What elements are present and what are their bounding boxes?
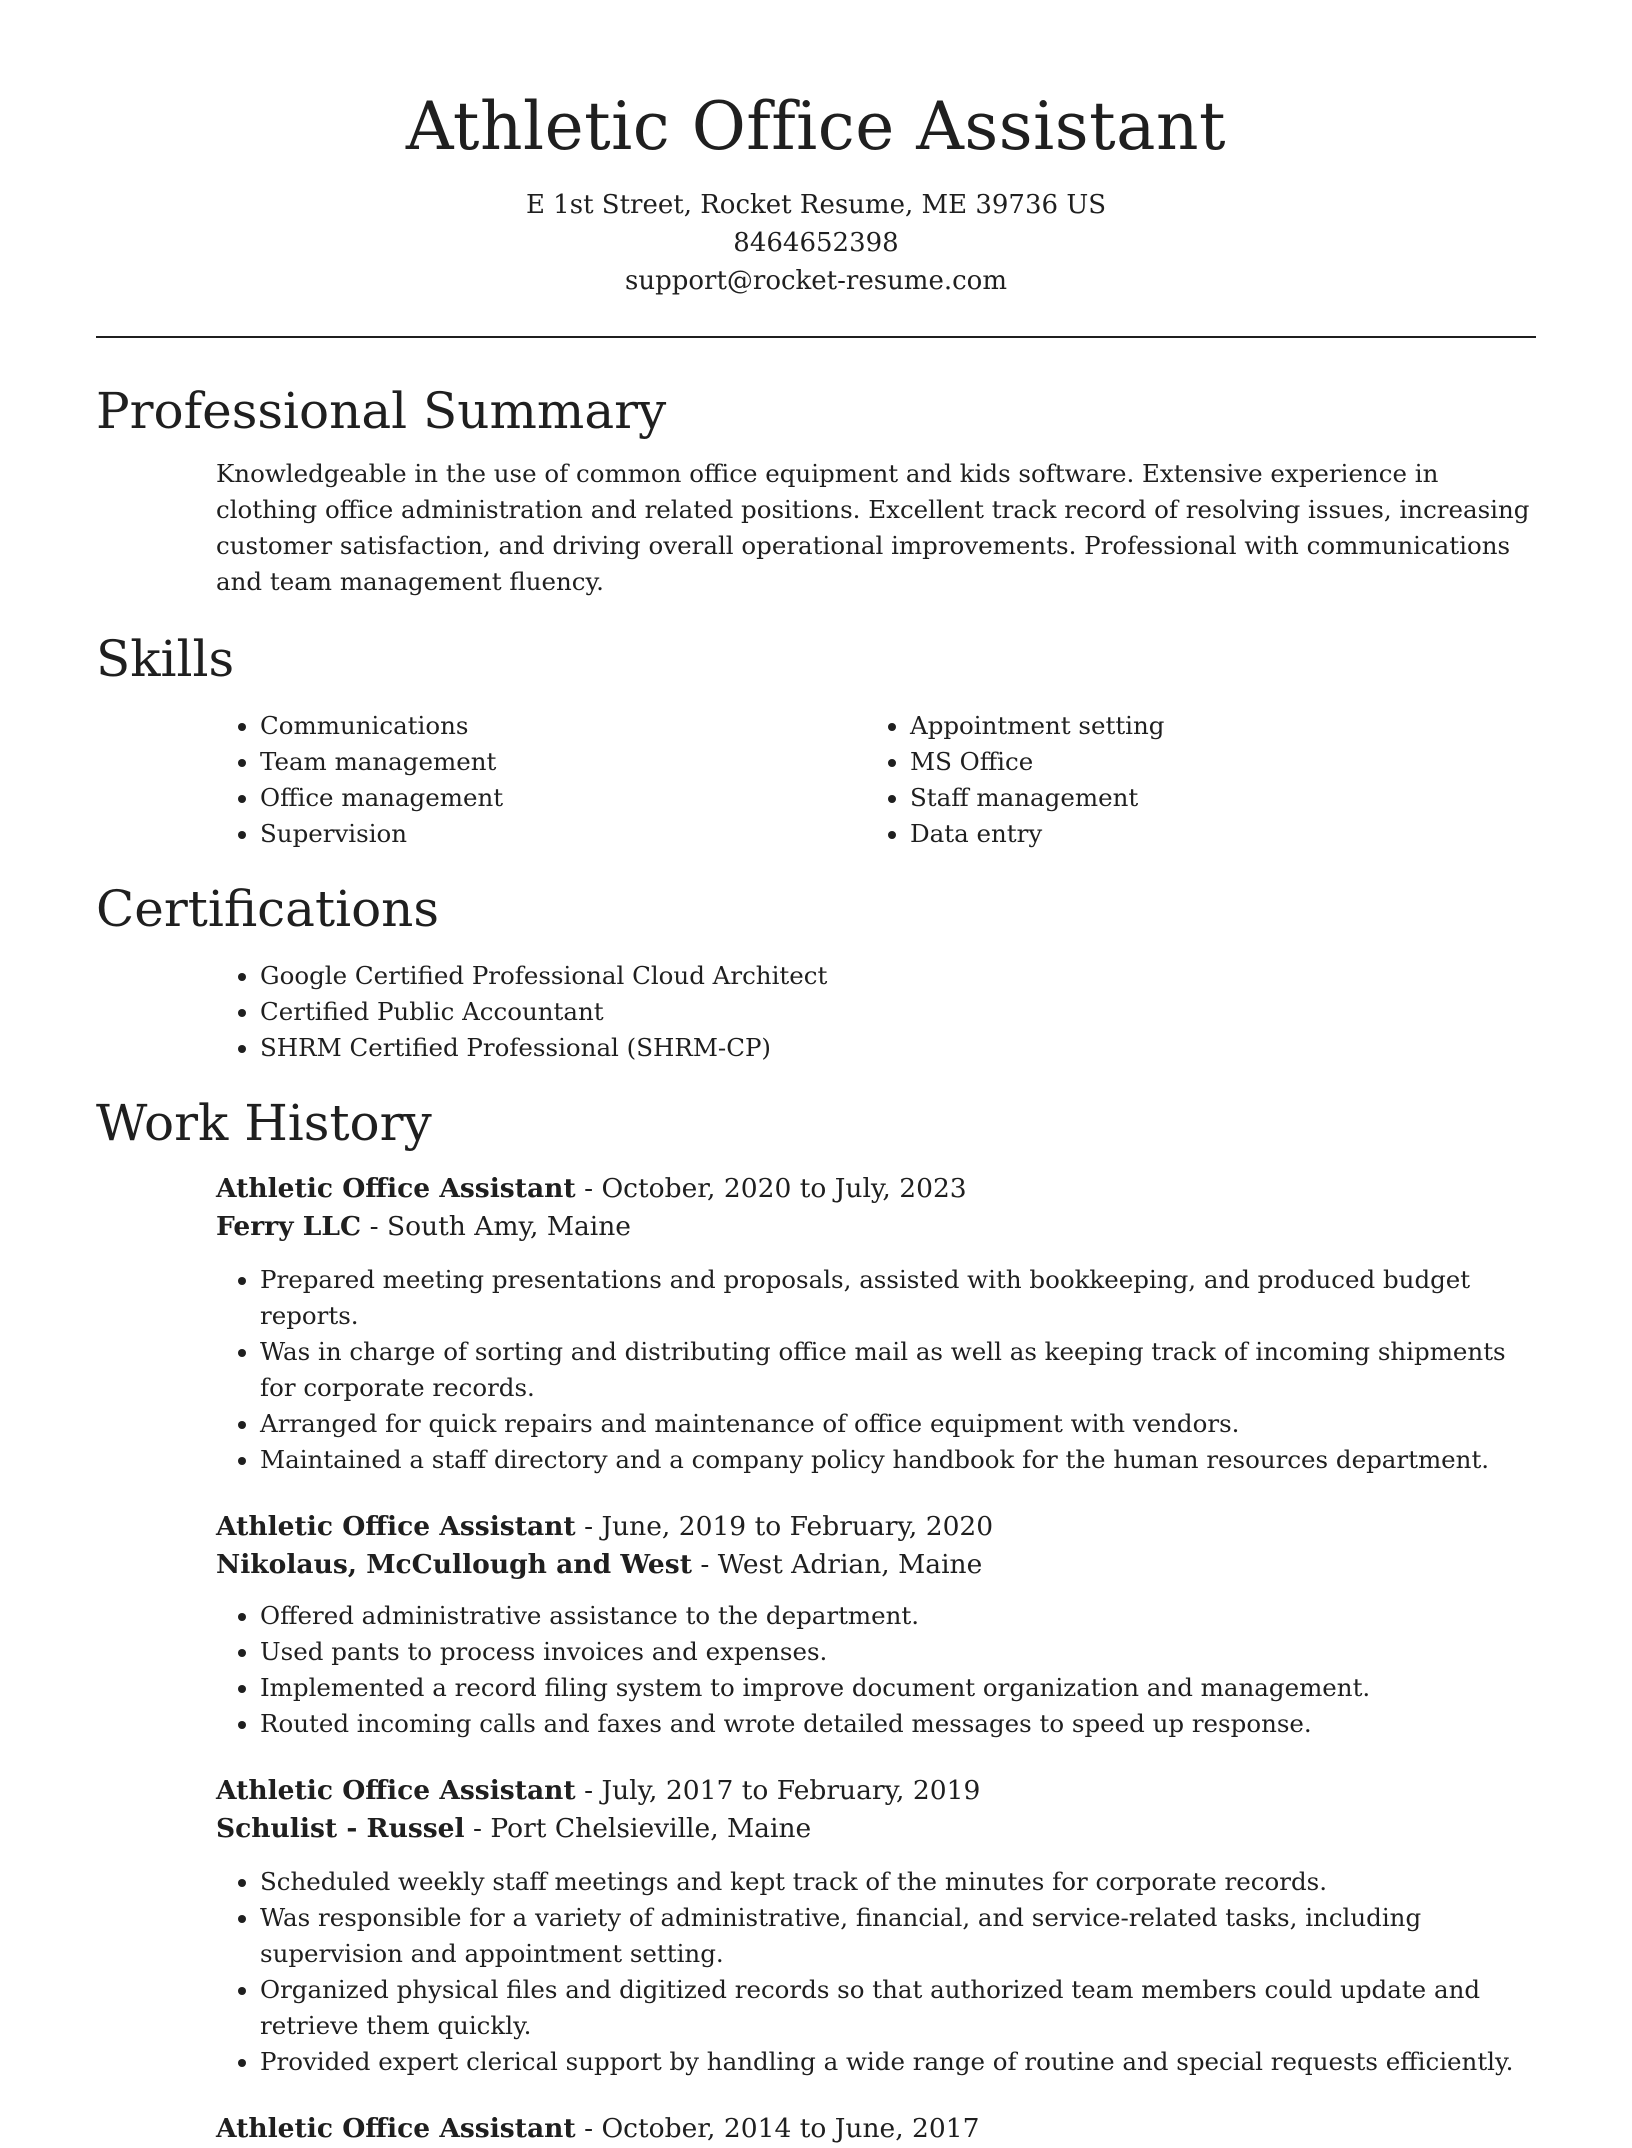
phone: 8464652398 — [733, 228, 899, 258]
header-divider — [96, 336, 1536, 338]
resume-header — [96, 0, 1536, 300]
skill-item: • Team management — [260, 744, 866, 780]
skill-item: • Communications — [260, 708, 866, 744]
section-title-summary: Professional Summary — [96, 382, 667, 440]
job-bullet: • Implemented a record filing system to improve document organization and management. — [260, 1670, 1536, 1706]
job-bullet: • Prepared meeting presentations and proposals, assisted with bookkeeping, and produced budget reports. — [260, 1262, 1536, 1334]
resume-page — [96, 0, 1536, 2148]
job-employer-line — [216, 1810, 1536, 1848]
job-dates: - October, 2014 to June, 2017 — [575, 2113, 980, 2144]
job-bullet: • Maintained a staff directory and a company policy handbook for the human resources department. — [260, 1442, 1536, 1478]
job-employer: Schulist - Russel — [216, 1813, 465, 1844]
job-bullet: • Organized physical files and digitized records so that authorized team members could update and retrieve them quickly. — [260, 1972, 1536, 2044]
skills-column-left — [216, 708, 866, 852]
job-employer: Ferry LLC — [216, 1211, 362, 1242]
certifications-section — [96, 876, 1536, 1066]
job-location: - Port Chelsieville, Maine — [464, 1813, 812, 1844]
job-bullet: • Used pants to process invoices and expenses. — [260, 1634, 1536, 1670]
job-title-line — [216, 2110, 1536, 2148]
job-title-line — [216, 1772, 1536, 1810]
job-employer-line — [216, 1208, 1536, 1246]
job-bullet: • Scheduled weekly staff meetings and kept track of the minutes for corporate records. — [260, 1864, 1536, 1900]
work-history-section — [96, 1090, 1536, 2148]
certification-item: • SHRM Certified Professional (SHRM-CP) — [260, 1030, 1536, 1066]
candidate-name: Athletic Office Assistant — [405, 88, 1227, 165]
job-entry — [216, 1772, 1536, 2080]
job-bullet: • Was responsible for a variety of administrative, financial, and service-related tasks, including supervision and appointment setting. — [260, 1900, 1536, 1972]
skill-item: • MS Office — [910, 744, 1516, 780]
job-location: - West Adrian, Maine — [691, 1549, 983, 1580]
job-dates: - October, 2020 to July, 2023 — [575, 1173, 967, 1204]
certification-item: • Google Certified Professional Cloud Architect — [260, 958, 1536, 994]
skill-item: • Supervision — [260, 816, 866, 852]
job-title: Athletic Office Assistant — [216, 2113, 576, 2144]
job-title-line — [216, 1508, 1536, 1546]
skill-item: • Staff management — [910, 780, 1516, 816]
certification-item: • Certified Public Accountant — [260, 994, 1536, 1030]
skills-section — [96, 626, 1536, 852]
job-title-line — [216, 1170, 1536, 1208]
job-title: Athletic Office Assistant — [216, 1173, 576, 1204]
summary-section — [96, 378, 1536, 600]
skills-column-right — [866, 708, 1516, 852]
job-employer-line — [216, 1546, 1536, 1584]
certifications-list — [216, 958, 1536, 1066]
contact-block — [96, 186, 1536, 300]
section-title-skills: Skills — [96, 630, 235, 688]
address: E 1st Street, Rocket Resume, ME 39736 US — [525, 190, 1107, 220]
job-bullet: • Routed incoming calls and faxes and wrote detailed messages to speed up response. — [260, 1706, 1536, 1742]
summary-text: Knowledgeable in the use of common office equipment and kids software. Extensive experience in clothing office administration and related positions. Excellent track record of resolving issues, increasing customer satisfaction, and driving overall operational improvements. Professional with communications and team management fluency. — [216, 459, 1530, 596]
job-title: Athletic Office Assistant — [216, 1511, 576, 1542]
job-bullet: • Provided expert clerical support by handling a wide range of routine and special requests efficiently. — [260, 2044, 1536, 2080]
job-dates: - June, 2019 to February, 2020 — [575, 1511, 994, 1542]
job-dates: - July, 2017 to February, 2019 — [575, 1775, 981, 1806]
job-entry — [216, 1170, 1536, 1478]
skill-item: • Appointment setting — [910, 708, 1516, 744]
section-title-work-history: Work History — [96, 1094, 432, 1152]
job-bullet: • Arranged for quick repairs and maintenance of office equipment with vendors. — [260, 1406, 1536, 1442]
job-bullet: • Offered administrative assistance to the department. — [260, 1598, 1536, 1634]
section-title-certifications: Certifications — [96, 880, 440, 938]
skill-item: • Data entry — [910, 816, 1516, 852]
job-title: Athletic Office Assistant — [216, 1775, 576, 1806]
job-entry — [216, 2110, 1536, 2148]
job-location: - South Amy, Maine — [361, 1211, 631, 1242]
job-bullet: • Was in charge of sorting and distributing office mail as well as keeping track of incoming shipments for corporate records. — [260, 1334, 1536, 1406]
job-employer: Nikolaus, McCullough and West — [216, 1549, 692, 1580]
skill-item: • Office management — [260, 780, 866, 816]
skills-grid — [216, 708, 1536, 852]
email: support@rocket-resume.com — [624, 266, 1007, 296]
job-entry — [216, 1508, 1536, 1742]
